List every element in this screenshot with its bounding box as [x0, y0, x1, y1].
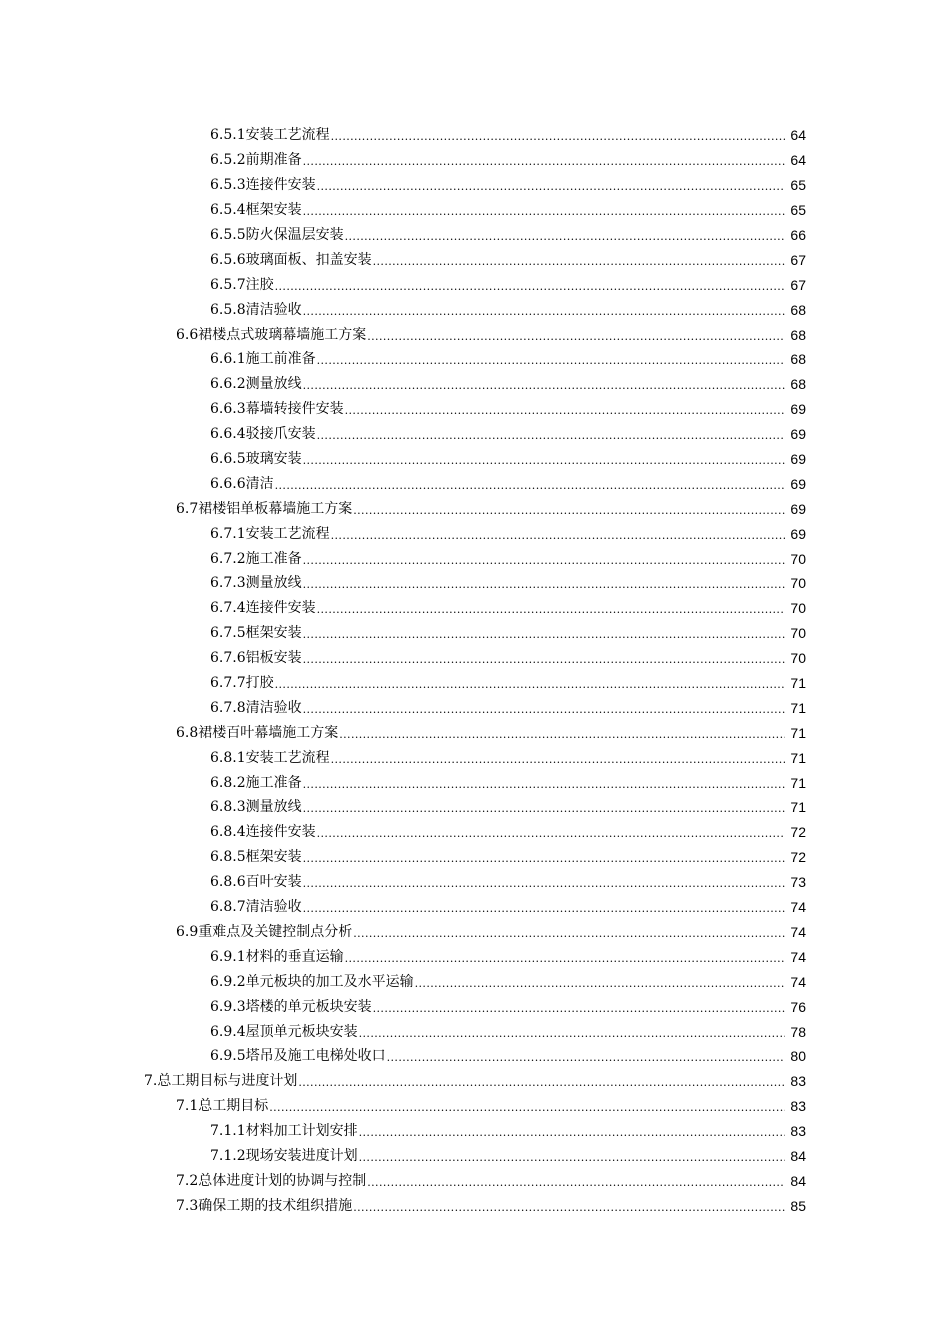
toc-entry-title: 6.5.3连接件安装: [210, 177, 316, 194]
toc-entry-title: 6.8.7清洁验收: [210, 899, 302, 916]
toc-dot-leader: [303, 375, 785, 393]
toc-entry[interactable]: [0, 148, 950, 173]
toc-entry[interactable]: [0, 247, 950, 272]
toc-entry-title: 6.6.3幕墙转接件安装: [210, 401, 344, 418]
toc-entry[interactable]: [0, 994, 950, 1019]
toc-dot-leader: [317, 425, 785, 443]
toc-entry[interactable]: [0, 671, 950, 696]
toc-entry-title: 6.9.3塔楼的单元板块安装: [210, 998, 372, 1015]
toc-page-number: 70: [790, 600, 806, 617]
toc-entry-title: 6.8.3测量放线: [210, 799, 302, 816]
toc-dot-leader: [367, 326, 785, 344]
toc-page-number: 67: [790, 276, 806, 293]
toc-page-number: 80: [790, 1048, 806, 1065]
toc-page-number: 74: [790, 948, 806, 965]
toc-entry-title: 7.总工期目标与进度计划: [144, 1073, 298, 1090]
toc-page-number: 84: [790, 1172, 806, 1189]
toc-entry[interactable]: [0, 372, 950, 397]
toc-page-number: 65: [790, 202, 806, 219]
toc-entry-title: 6.6.4驳接爪安装: [210, 426, 316, 443]
toc-entry[interactable]: [0, 1094, 950, 1119]
toc-entry-title: 7.2总体进度计划的协调与控制: [176, 1172, 367, 1189]
toc-entry-title: 6.7.6铝板安装: [210, 650, 302, 667]
toc-entry[interactable]: [0, 571, 950, 596]
toc-dot-leader: [345, 400, 785, 418]
toc-dot-leader: [303, 151, 785, 169]
toc-dot-leader: [303, 450, 785, 468]
toc-page-number: 69: [790, 426, 806, 443]
toc-entry-title: 6.7.5框架安装: [210, 625, 302, 642]
toc-entry-title: 7.1.2现场安装进度计划: [210, 1147, 358, 1164]
toc-page-number: 71: [790, 774, 806, 791]
toc-entry[interactable]: [0, 920, 950, 945]
toc-entry[interactable]: [0, 1193, 950, 1218]
toc-page-number: 74: [790, 973, 806, 990]
toc-dot-leader: [353, 1197, 785, 1215]
toc-dot-leader: [303, 798, 785, 816]
toc-dot-leader: [359, 1122, 785, 1140]
toc-entry[interactable]: [0, 173, 950, 198]
toc-page-number: 64: [790, 152, 806, 169]
toc-page-number: 70: [790, 625, 806, 642]
toc-page-number: 70: [790, 650, 806, 667]
toc-entry[interactable]: [0, 944, 950, 969]
toc-entry[interactable]: [0, 646, 950, 671]
toc-entry-title: 6.8.2施工准备: [210, 774, 302, 791]
toc-entry-title: 6.5.7注胶: [210, 276, 274, 293]
toc-page-number: 68: [790, 351, 806, 368]
toc-entry-title: 6.7裙楼铝单板幕墙施工方案: [176, 500, 353, 517]
toc-entry-title: 6.8.4连接件安装: [210, 824, 316, 841]
toc-entry[interactable]: [0, 447, 950, 472]
toc-entry-title: 6.6.2测量放线: [210, 376, 302, 393]
toc-entry-title: 6.6.5玻璃安装: [210, 451, 302, 468]
toc-page-number: 74: [790, 899, 806, 916]
toc-entry[interactable]: [0, 297, 950, 322]
toc-entry-title: 6.7.8清洁验收: [210, 699, 302, 716]
toc-dot-leader: [317, 823, 785, 841]
toc-entry-title: 6.6裙楼点式玻璃幕墙施工方案: [176, 326, 367, 343]
toc-dot-leader: [331, 126, 785, 144]
toc-page-number: 83: [790, 1073, 806, 1090]
toc-entry[interactable]: [0, 596, 950, 621]
toc-entry-title: 6.7.4连接件安装: [210, 600, 316, 617]
toc-entry[interactable]: [0, 820, 950, 845]
toc-entry[interactable]: [0, 845, 950, 870]
toc-dot-leader: [317, 350, 785, 368]
toc-entry[interactable]: [0, 895, 950, 920]
toc-entry-title: 6.8.5框架安装: [210, 849, 302, 866]
toc-entry[interactable]: [0, 1069, 950, 1094]
toc-entry[interactable]: [0, 770, 950, 795]
toc-dot-leader: [415, 973, 785, 991]
toc-entry[interactable]: [0, 870, 950, 895]
toc-entry[interactable]: [0, 1168, 950, 1193]
toc-page-number: 78: [790, 1023, 806, 1040]
toc-entry[interactable]: [0, 969, 950, 994]
toc-entry-title: 6.9.4屋顶单元板块安装: [210, 1023, 358, 1040]
toc-entry-title: 6.9重难点及关键控制点分析: [176, 923, 353, 940]
toc-page-number: 71: [790, 675, 806, 692]
toc-page-number: 65: [790, 177, 806, 194]
toc-dot-leader: [331, 525, 785, 543]
toc-page-number: 70: [790, 550, 806, 567]
toc-dot-leader: [303, 301, 785, 319]
toc-entry-title: 7.1总工期目标: [176, 1098, 269, 1115]
toc-page-number: 72: [790, 849, 806, 866]
toc-entry[interactable]: [0, 795, 950, 820]
toc-page-number: 84: [790, 1147, 806, 1164]
toc-dot-leader: [275, 276, 785, 294]
toc-entry[interactable]: [0, 1044, 950, 1069]
toc-entry[interactable]: [0, 397, 950, 422]
toc-dot-leader: [303, 649, 785, 667]
toc-entry[interactable]: [0, 471, 950, 496]
toc-entry[interactable]: [0, 223, 950, 248]
toc-entry-title: 6.5.4框架安装: [210, 202, 302, 219]
toc-dot-leader: [303, 873, 785, 891]
toc-entry-title: 6.5.2前期准备: [210, 152, 302, 169]
toc-entry[interactable]: [0, 198, 950, 223]
toc-page-number: 68: [790, 376, 806, 393]
toc-entry-title: 6.5.6玻璃面板、扣盖安装: [210, 251, 372, 268]
toc-entry-title: 6.9.5塔吊及施工电梯处收口: [210, 1048, 386, 1065]
toc-dot-leader: [317, 599, 785, 617]
toc-entry[interactable]: [0, 322, 950, 347]
toc-dot-leader: [331, 749, 785, 767]
toc-dot-leader: [367, 1172, 785, 1190]
toc-dot-leader: [303, 201, 785, 219]
toc-dot-leader: [317, 176, 785, 194]
toc-entry[interactable]: [0, 123, 950, 148]
table-of-contents: [0, 123, 950, 1218]
toc-entry-title: 6.9.2单元板块的加工及水平运输: [210, 973, 414, 990]
toc-page-number: 71: [790, 724, 806, 741]
toc-entry-title: 6.5.5防火保温层安装: [210, 227, 344, 243]
toc-dot-leader: [298, 1072, 785, 1090]
toc-entry[interactable]: [0, 347, 950, 372]
toc-entry-title: 6.7.2施工准备: [210, 550, 302, 567]
toc-page-number: 73: [790, 874, 806, 891]
toc-dot-leader: [275, 674, 785, 692]
toc-page-number: 68: [790, 326, 806, 343]
toc-page-number: 85: [790, 1197, 806, 1214]
toc-entry[interactable]: [0, 546, 950, 571]
toc-page-number: 76: [790, 998, 806, 1015]
toc-dot-leader: [275, 475, 785, 493]
toc-page-number: 69: [790, 525, 806, 542]
toc-dot-leader: [303, 624, 785, 642]
toc-entry[interactable]: [0, 1019, 950, 1044]
toc-entry-title: 6.7.3测量放线: [210, 575, 302, 592]
toc-page-number: 67: [790, 251, 806, 268]
toc-entry-title: 7.3确保工期的技术组织措施: [176, 1197, 353, 1214]
toc-page-number: 71: [790, 749, 806, 766]
toc-dot-leader: [353, 923, 785, 941]
toc-dot-leader: [269, 1097, 785, 1115]
toc-page-number: 68: [790, 301, 806, 318]
toc-entry[interactable]: [0, 1144, 950, 1169]
toc-entry[interactable]: [0, 1119, 950, 1144]
toc-entry[interactable]: [0, 272, 950, 297]
toc-page-number: 83: [790, 1123, 806, 1140]
toc-dot-leader: [373, 998, 785, 1016]
toc-page-number: 66: [790, 227, 806, 243]
toc-dot-leader: [303, 848, 785, 866]
toc-page-number: 71: [790, 799, 806, 816]
toc-dot-leader: [359, 1023, 785, 1041]
toc-entry[interactable]: [0, 745, 950, 770]
toc-entry-title: 6.5.1安装工艺流程: [210, 127, 330, 144]
toc-page-number: 69: [790, 500, 806, 517]
toc-page-number: 70: [790, 575, 806, 592]
toc-dot-leader: [387, 1047, 785, 1065]
toc-dot-leader: [303, 699, 785, 717]
toc-entry-title: 7.1.1材料加工计划安排: [210, 1123, 358, 1140]
toc-dot-leader: [303, 550, 785, 568]
toc-page-number: 72: [790, 824, 806, 841]
toc-entry-title: 6.8.1安装工艺流程: [210, 749, 330, 766]
toc-dot-leader: [303, 898, 785, 916]
toc-entry-title: 6.7.1安装工艺流程: [210, 525, 330, 542]
toc-entry-title: 6.8.6百叶安装: [210, 874, 302, 891]
toc-entry[interactable]: [0, 521, 950, 546]
toc-dot-leader: [373, 251, 785, 269]
toc-entry-title: 6.8裙楼百叶幕墙施工方案: [176, 724, 339, 741]
toc-dot-leader: [339, 724, 785, 742]
toc-dot-leader: [345, 948, 785, 966]
toc-page-number: 69: [790, 451, 806, 468]
toc-page-number: 83: [790, 1098, 806, 1115]
toc-dot-leader: [303, 774, 785, 792]
toc-entry-title: 6.9.1材料的垂直运输: [210, 948, 344, 965]
toc-dot-leader: [345, 226, 785, 244]
toc-page-number: 74: [790, 923, 806, 940]
toc-dot-leader: [303, 574, 785, 592]
toc-entry-title: 6.6.1施工前准备: [210, 351, 316, 368]
toc-entry[interactable]: [0, 422, 950, 447]
toc-dot-leader: [353, 500, 785, 518]
toc-entry[interactable]: [0, 496, 950, 521]
toc-page-number: 64: [790, 127, 806, 144]
toc-entry[interactable]: [0, 695, 950, 720]
toc-entry-title: 6.7.7打胶: [210, 675, 274, 692]
toc-dot-leader: [359, 1147, 785, 1165]
toc-entry[interactable]: [0, 720, 950, 745]
toc-page-number: 69: [790, 401, 806, 418]
toc-entry[interactable]: [0, 621, 950, 646]
toc-entry-title: 6.6.6清洁: [210, 475, 274, 492]
toc-entry-title: 6.5.8清洁验收: [210, 301, 302, 318]
toc-page-number: 69: [790, 475, 806, 492]
toc-page-number: 71: [790, 699, 806, 716]
